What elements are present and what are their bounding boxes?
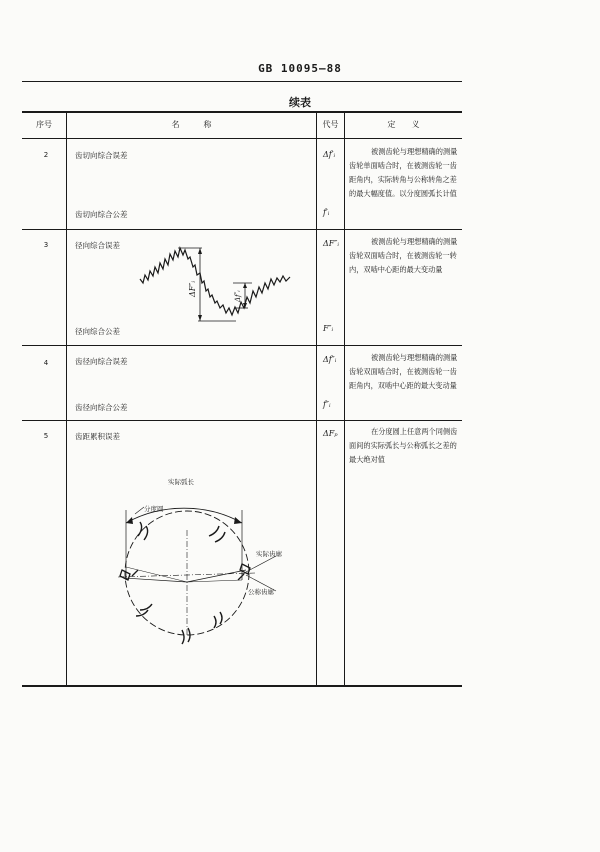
- actual-tooth-label: 实际齿廓: [256, 550, 282, 558]
- row-divider: [22, 420, 462, 421]
- row-definition: 在分度圆上任意两个同侧齿面间的实际弧长与公称弧长之差的最大绝对值: [349, 427, 458, 464]
- nominal-tooth-label: 公称齿廓: [248, 588, 274, 596]
- table-header-rule: [22, 138, 462, 139]
- column-header-definition: 定 义: [387, 120, 420, 129]
- row-code-tolerance: f′ᵢ: [323, 208, 330, 217]
- column-header-name: 名 称: [171, 120, 212, 129]
- row-number: 3: [43, 241, 49, 249]
- row-name: 齿切向综合误差: [75, 151, 128, 160]
- pitch-circle-label: 分度圆: [144, 505, 164, 513]
- radial-composite-error-diagram: [140, 245, 300, 325]
- column-header-no: 序号: [36, 120, 52, 129]
- table-bottom-rule: [22, 685, 462, 687]
- row-code-tolerance: F″ᵢ: [323, 324, 334, 333]
- row-number: 4: [43, 359, 49, 367]
- column-divider: [66, 111, 67, 686]
- row-definition: 被测齿轮与理想精确的测量齿轮单面啮合时，在被测齿轮一齿距角内，实际转角与公称转角之差的最大幅度值。以分度圆弧长计值: [349, 147, 458, 198]
- column-divider: [344, 111, 345, 686]
- row-code: ΔFₚ: [323, 429, 338, 438]
- wave-big-label: ΔF″ᵢ: [188, 281, 197, 297]
- row-number: 5: [43, 432, 49, 440]
- row-code: Δf″ᵢ: [323, 355, 337, 364]
- row-name: 径向综合误差: [75, 241, 120, 250]
- row-code: Δf′ᵢ: [323, 150, 336, 159]
- row-definition: 被测齿轮与理想精确的测量齿轮双面啮合时，在被测齿轮一齿距角内，双啮中心距的最大变动量: [349, 353, 458, 390]
- header-rule: [22, 81, 462, 82]
- cumulative-pitch-error-diagram: [110, 470, 320, 650]
- row-code: ΔF″ᵢ: [323, 239, 339, 248]
- row-divider: [22, 345, 462, 346]
- table-top-rule: [22, 111, 462, 113]
- actual-arc-label: 实际弧长: [168, 478, 194, 486]
- column-header-code: 代号: [322, 120, 339, 129]
- row-name: 齿径向综合误差: [75, 357, 128, 366]
- row-name: 齿距累积误差: [75, 432, 120, 441]
- continued-table-title: 续表: [289, 96, 311, 109]
- standard-number: GB 10095—88: [258, 62, 342, 75]
- row-name-tolerance: 径向综合公差: [75, 327, 120, 336]
- wave-small-label: Δf″ᵢ: [234, 290, 242, 302]
- row-number: 2: [43, 151, 49, 159]
- row-code-tolerance: f″ᵢ: [323, 400, 331, 409]
- row-definition: 被测齿轮与理想精确的测量齿轮双面啮合时，在被测齿轮一转内，双啮中心距的最大变动量: [349, 237, 458, 274]
- row-divider: [22, 229, 462, 230]
- row-name-tolerance: 齿切向综合公差: [75, 210, 128, 219]
- row-name-tolerance: 齿径向综合公差: [75, 403, 128, 412]
